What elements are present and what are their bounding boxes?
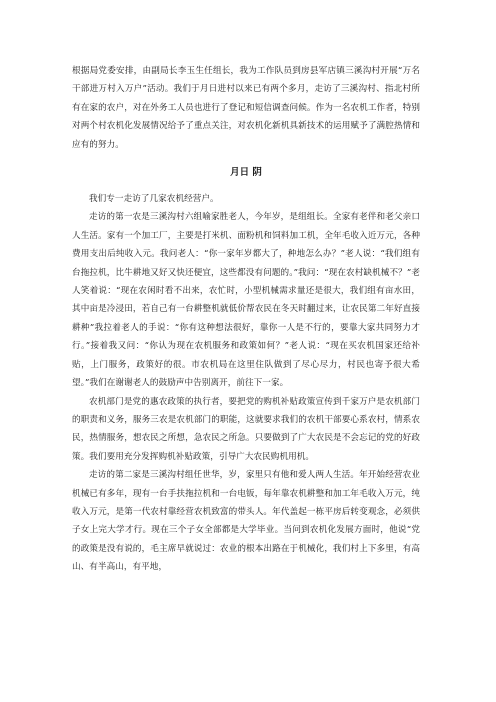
body-paragraph-1: 我们专一走访了几家农机经营户。 <box>89 194 219 205</box>
body-paragraph-4: 走访的第二家是三溪沟村组任世华，岁，家里只有他和爱人两人生活。年开始经营农业机械已有多年，现有一台手扶拖拉机和一台电钣，每年靠农机耕整和加工年毛收入万元，纯收入万元，是第一代农村靠经营农机致富的带头人。年代盖起一栋平房后转变观念，必须供子女上完大学才行。现在三个子女全部都是大学毕业。当问到农机化发展方面时，他说“党的政策是没有说的，毛主席早就说过：农业的根本出路在于机械化，我们村上下多里，有高山、有半高山，有平地， <box>72 470 420 573</box>
diary-date-heading: 月日 阴 <box>230 167 262 179</box>
body-paragraph-2: 走访的第一农是三溪沟村六组喻家胜老人，今年岁，是组组长。全家有老伴和老父亲口人生活。家有一个加工厂，主要是打米机、面粉机和饲料加工机，全年毛收入近万元，各种费用支出后纯收入元。我问老人：“你一家年岁都大了，种地怎么办？”老人说：“我们组有台拖拉机，比牛耕地又好又快还便宜，这些都没有问题的。”我问：“现在农村缺机械不？”老人笑着说：“现在农闲时看不出来，农忙时，小型机械需求量还是很大，我们组有亩水田，其中亩是冷浸田，若自己有一台耕整机就低价帮农民在冬天时翻过来，让农民第二年好直接耕种”我拉着老人的手说：“你有这种想法很好，靠你一人是不行的，要靠大家共同努力才行。”接着我又问：“你认为现在农机服务和政策如何？”老人说：“现在买农机国家还给补贴，上门服务，政策好的很。市农机局在这里住队做到了尽心尽力，村民也寄予很大希望。”我们在谢谢老人的鼓励声中告别离开，前往下一家。 <box>72 212 420 389</box>
body-paragraph-3: 农机部门是党的惠农政策的执行者，要把党的购机补贴政策宣传到千家万户是农机部门的职责和义务，服务三农是农机部门的职能，这就要求我们的农机干部要心系农村，情系农民，热情服务，想农民之所想，急农民之所急。只要做到了广大农民是不会忘记的党的好政策。我们要用充分发挥购机补贴政策，引导广大农民购机用机。 <box>72 396 420 462</box>
intro-paragraph: 根据局党委安排，由副局长李玉生任组长，我为工作队员到房县军店镇三溪沟村开展“万名干部进万村入万户”活动。我们于月日进村以来已有两个多月，走访了三溪沟村、指北村所有在家的农户，对在外务工人员也进行了登记和短信调查问候。作为一名农机工作者，特别对两个村农机化发展情况给予了重点关注，对农机化新机具新技术的运用赋予了满腔热情和应有的努力。 <box>72 66 420 150</box>
